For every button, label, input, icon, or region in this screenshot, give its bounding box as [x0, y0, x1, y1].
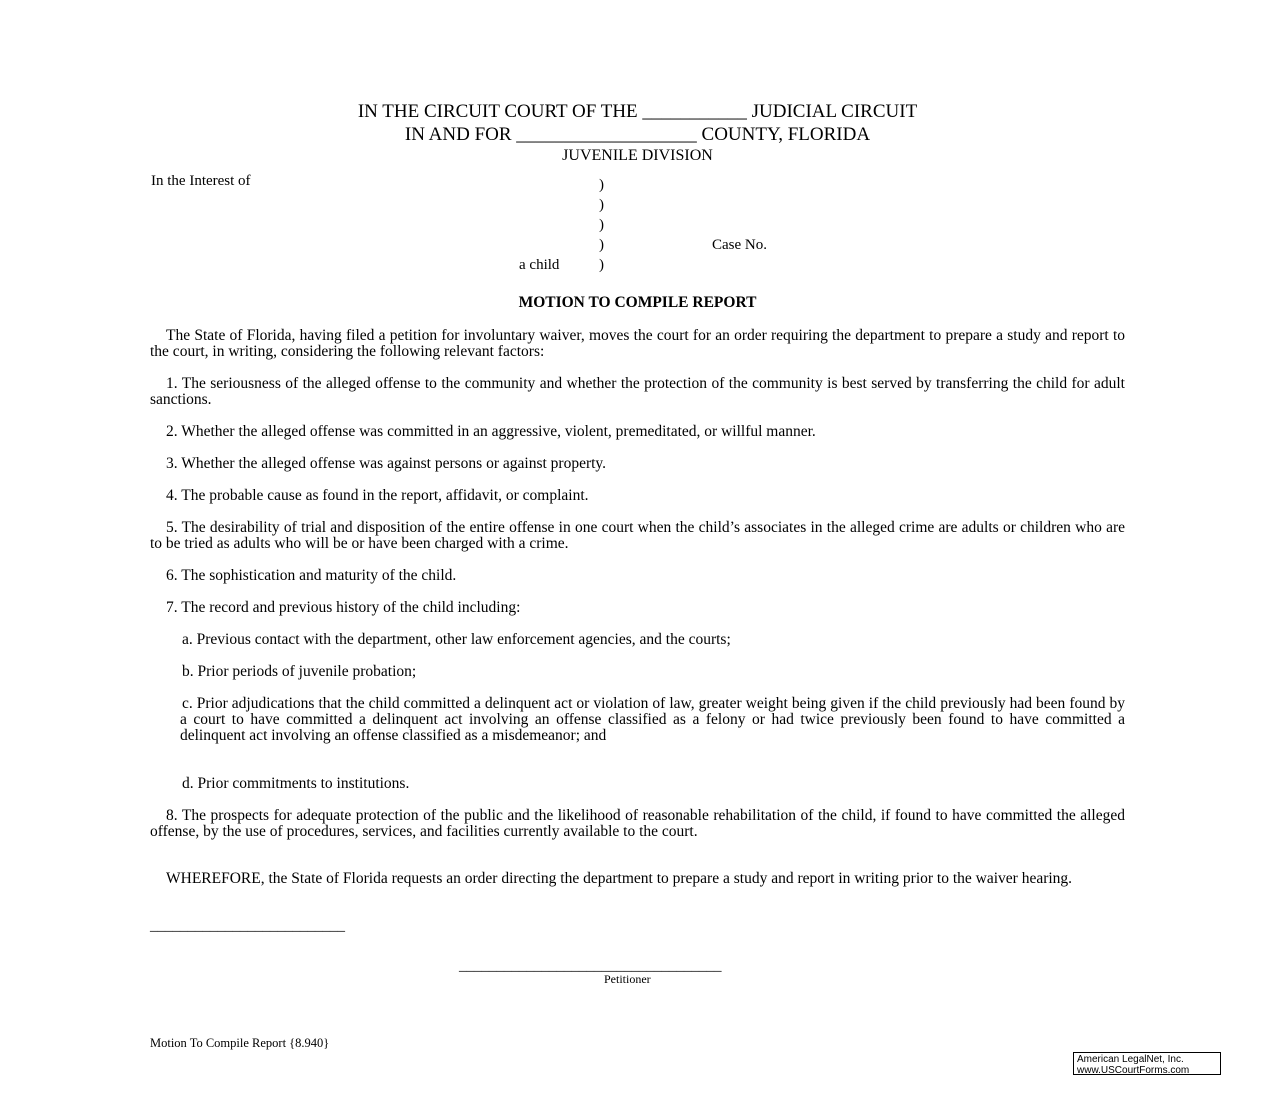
- subfactor-d: d. Prior commitments to institutions.: [182, 775, 410, 792]
- factor-4: 4. The probable cause as found in the report, affidavit, or complaint.: [166, 487, 589, 504]
- factor-5: 5. The desirability of trial and disposition of the entire offense in one court when the child’s associates in the alleged crime are adults or children who are to be tried as adults who will be or have been charged with a crime.: [150, 519, 1125, 552]
- caption-paren: ): [599, 237, 604, 253]
- factor-6: 6. The sophistication and maturity of the child.: [166, 567, 457, 584]
- subfactor-c: c. Prior adjudications that the child committed a delinquent act or violation of law, greater weight being given if the child previously had been found by a court to have committed a delinquent act involving an offense classified as a felony or had twice previously been found to have committed a delinquent act involving an offense classified as a misdemeanor; and: [180, 695, 1125, 744]
- caption-paren: ): [599, 197, 604, 213]
- factor-2: 2. Whether the alleged offense was committed in an aggressive, violent, premeditated, or willful manner.: [166, 423, 816, 440]
- petitioner-label: Petitioner: [604, 972, 651, 986]
- motion-title: MOTION TO COMPILE REPORT: [518, 294, 757, 311]
- factor-7: 7. The record and previous history of the child including:: [166, 599, 521, 616]
- subfactor-b: b. Prior periods of juvenile probation;: [182, 663, 417, 680]
- wherefore-paragraph: WHEREFORE, the State of Florida requests an order directing the department to prepare a study and report in writing prior to the waiver hearing.: [166, 870, 1073, 887]
- court-header-line-2: IN AND FOR ___________________ COUNTY, FLORIDA: [404, 124, 871, 145]
- in-interest-of-label: In the Interest of: [151, 173, 251, 189]
- subfactor-a: a. Previous contact with the department, other law enforcement agencies, and the courts;: [182, 631, 731, 648]
- a-child-label: a child: [519, 257, 560, 273]
- caption-paren: ): [599, 177, 604, 193]
- court-header-line-1: IN THE CIRCUIT COURT OF THE ___________ JUDICIAL CIRCUIT: [357, 101, 918, 122]
- form-name-footer: Motion To Compile Report {8.940}: [150, 1036, 330, 1050]
- caption-paren: ): [599, 217, 604, 233]
- caption-paren: ): [599, 257, 604, 273]
- division-heading: JUVENILE DIVISION: [562, 147, 713, 164]
- date-signature-line[interactable]: __________________________: [150, 918, 345, 934]
- intro-paragraph: The State of Florida, having filed a petition for involuntary waiver, moves the court for an order requiring the department to prepare a study and report to the court, in writing, considering the following relevant factors:: [150, 327, 1125, 360]
- case-number-label: Case No.: [712, 237, 767, 253]
- wherefore-keyword: WHEREFORE: [166, 870, 261, 887]
- publisher-badge[interactable]: [1073, 1052, 1221, 1075]
- factor-8: 8. The prospects for adequate protection of the public and the likelihood of reasonable rehabilitation of the child, if found to have committed the alleged offense, by the use of procedures, services, and facilities currently available to the court.: [150, 807, 1125, 840]
- factor-1: 1. The seriousness of the alleged offense to the community and whether the protection of the community is best served by transferring the child for adult sanctions.: [150, 375, 1125, 408]
- factor-3: 3. Whether the alleged offense was against persons or against property.: [166, 455, 607, 472]
- publisher-name: American LegalNet, Inc.: [1077, 1054, 1184, 1065]
- publisher-url: www.USCourtForms.com: [1077, 1065, 1190, 1076]
- petitioner-signature-line[interactable]: ___________________________________: [459, 958, 722, 974]
